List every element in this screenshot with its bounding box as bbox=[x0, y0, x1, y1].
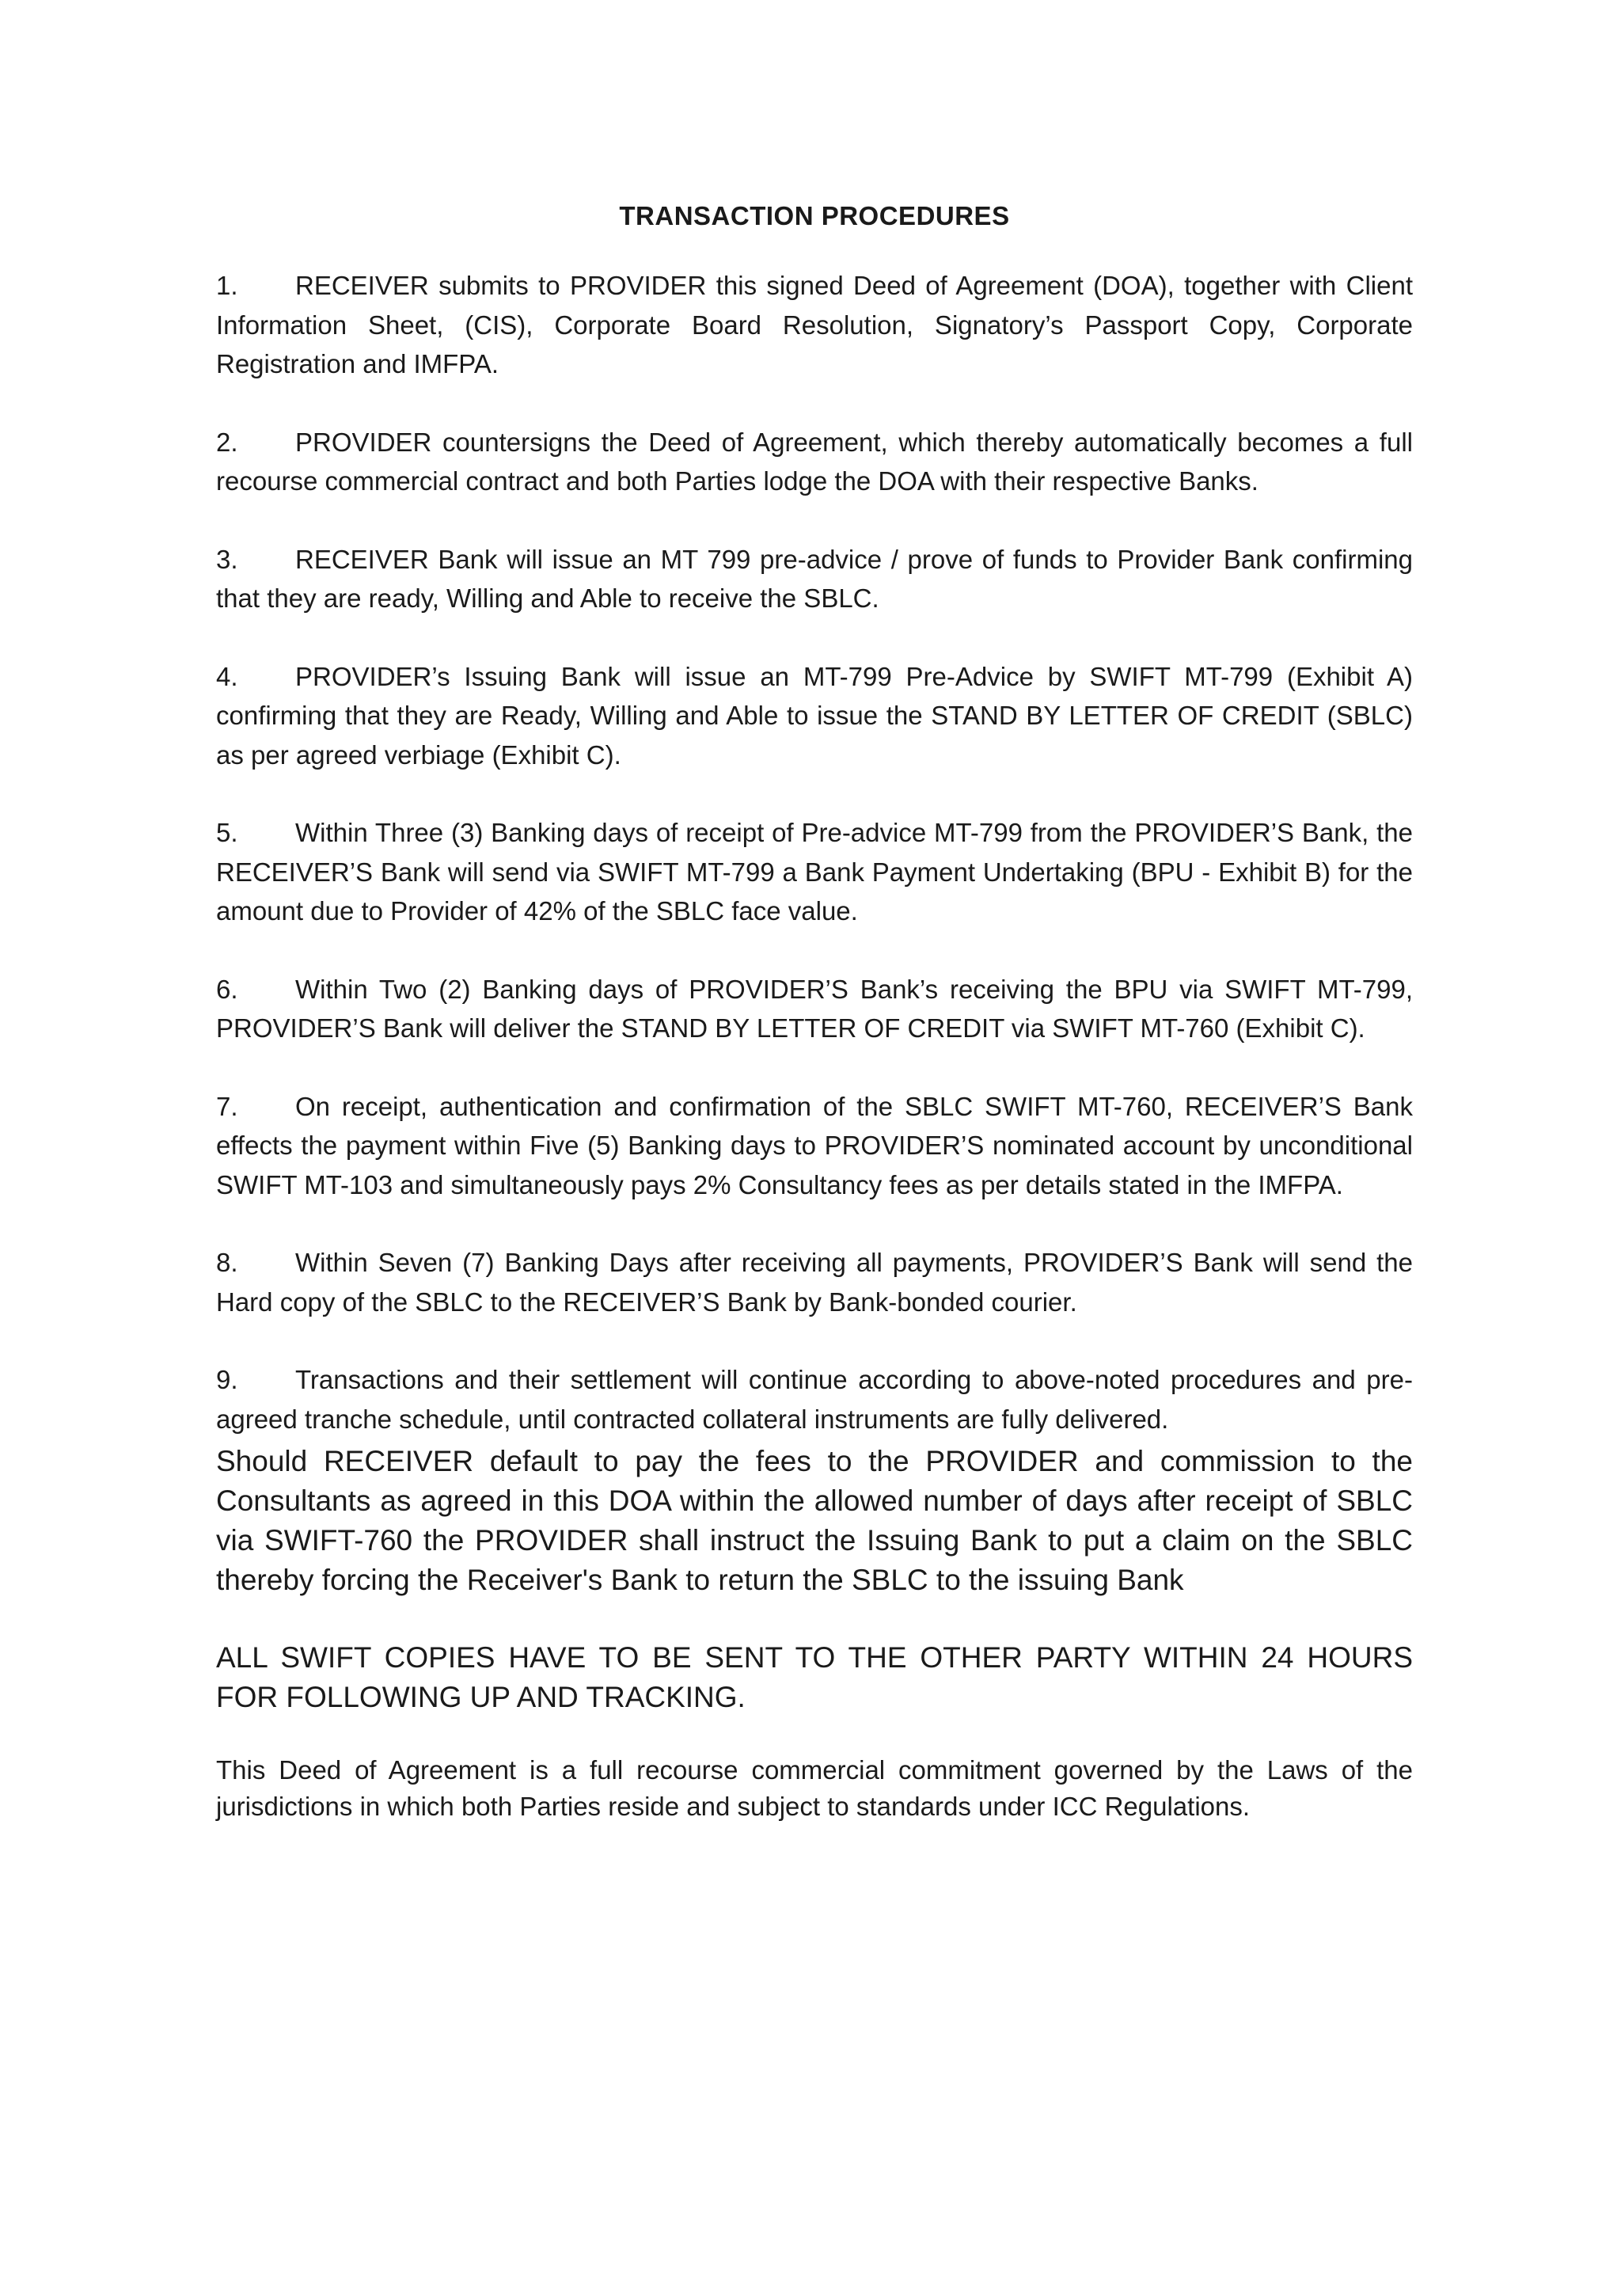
item-number: 1. bbox=[216, 271, 238, 300]
item-text: PROVIDER countersigns the Deed of Agreement, which thereby automatically becomes a full recourse commercial contract and both Parties lodge the DOA with their respective Banks. bbox=[216, 427, 1413, 496]
item-number: 2. bbox=[216, 427, 238, 457]
document-page bbox=[216, 196, 1413, 1825]
item-number: 9. bbox=[216, 1365, 238, 1394]
item-number: 6. bbox=[216, 974, 238, 1004]
procedure-item-4 bbox=[216, 657, 1413, 775]
swift-copies-notice: ALL SWIFT COPIES HAVE TO BE SENT TO THE OTHER PARTY WITHIN 24 HOURS FOR FOLLOWING UP AND TRACKING. bbox=[216, 1641, 1413, 1713]
procedure-item-1 bbox=[216, 266, 1413, 384]
procedure-item-6 bbox=[216, 970, 1413, 1048]
item-text: Within Two (2) Banking days of PROVIDER’S Bank’s receiving the BPU via SWIFT MT-799, PROVIDER’S Bank will deliver the STAND BY LETTER OF CREDIT via SWIFT MT-760 (Exhibit C). bbox=[216, 974, 1413, 1043]
item-number: 8. bbox=[216, 1248, 238, 1277]
procedure-item-3 bbox=[216, 540, 1413, 618]
item-number: 5. bbox=[216, 818, 238, 847]
item-text: Transactions and their settlement will continue according to above-noted procedures and pre-agreed tranche schedule, until contracted collateral instruments are fully delivered. bbox=[216, 1365, 1413, 1434]
procedure-item-9 bbox=[216, 1360, 1413, 1439]
default-clause: Should RECEIVER default to pay the fees to the PROVIDER and commission to the Consultants as agreed in this DOA within the allowed number of days after receipt of SBLC via SWIFT-760 the PROVIDER shall instruct the Issuing Bank to put a claim on the SBLC thereby forcing the Receiver's Bank to return the SBLC to the issuing Bank bbox=[216, 1445, 1413, 1596]
procedure-item-7 bbox=[216, 1087, 1413, 1205]
item-text: RECEIVER Bank will issue an MT 799 pre-advice / prove of funds to Provider Bank confirming that they are ready, Willing and Able to receive the SBLC. bbox=[216, 544, 1413, 613]
procedure-item-8 bbox=[216, 1243, 1413, 1321]
item-text: PROVIDER’s Issuing Bank will issue an MT-799 Pre-Advice by SWIFT MT-799 (Exhibit A) confirming that they are Ready, Willing and Able to issue the STAND BY LETTER OF CREDIT (SBLC) as per agreed verbiage (Exhibit C). bbox=[216, 661, 1413, 770]
procedure-item-5 bbox=[216, 813, 1413, 931]
closing-statement: This Deed of Agreement is a full recourse commercial commitment governed by the Laws of the jurisdictions in which both Parties reside and subject to standards under ICC Regulations. bbox=[216, 1755, 1413, 1821]
item-number: 7. bbox=[216, 1091, 238, 1121]
item-number: 4. bbox=[216, 661, 238, 691]
procedure-item-2 bbox=[216, 423, 1413, 501]
item-text: On receipt, authentication and confirmation of the SBLC SWIFT MT-760, RECEIVER’S Bank effects the payment within Five (5) Banking days to PROVIDER’S nominated account by unconditional SWIFT MT-103 and simultaneously pays 2% Consultancy fees as per details stated in the IMFPA. bbox=[216, 1091, 1413, 1199]
item-text: RECEIVER submits to PROVIDER this signed Deed of Agreement (DOA), together with Client Information Sheet, (CIS), Corporate Board Resolution, Signatory’s Passport Copy, Corporate Registration and IMFPA. bbox=[216, 271, 1413, 378]
item-text: Within Three (3) Banking days of receipt of Pre-advice MT-799 from the PROVIDER’S Bank, the RECEIVER’S Bank will send via SWIFT MT-799 a Bank Payment Undertaking (BPU - Exhibit B) for the amount due to Provider of 42% of the SBLC face value. bbox=[216, 818, 1413, 926]
item-text: Within Seven (7) Banking Days after receiving all payments, PROVIDER’S Bank will send the Hard copy of the SBLC to the RECEIVER’S Bank by Bank-bonded courier. bbox=[216, 1248, 1413, 1317]
document-title: TRANSACTION PROCEDURES bbox=[619, 201, 1010, 230]
item-number: 3. bbox=[216, 544, 238, 574]
